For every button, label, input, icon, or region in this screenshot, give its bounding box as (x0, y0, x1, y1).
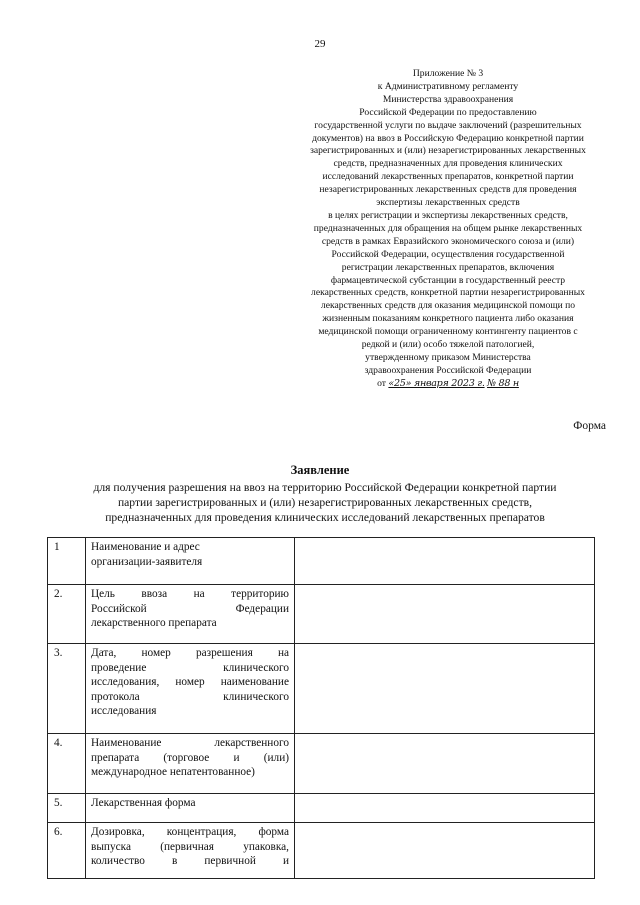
row-label-line: исследования (91, 705, 157, 718)
row-label-line: организации-заявителя (91, 555, 203, 568)
row-label (86, 644, 295, 734)
order-number-handwritten: № 88 н (486, 377, 519, 389)
row-label (86, 794, 295, 823)
order-reference (282, 378, 614, 391)
row-label-line: Наименование лекарственного (91, 737, 289, 749)
appendix-line: экспертизы лекарственных средств (376, 197, 520, 209)
row-label-line: препарата (торговое и (или) (91, 751, 289, 764)
row-value-field[interactable] (295, 794, 595, 823)
appendix-line: Приложение № 3 (412, 68, 484, 79)
row-label-line: выпуска (первичная упаковка, (91, 840, 289, 853)
subtitle-line: предназначенных для проведения клинических исследований лекарственных препаратов (105, 511, 545, 524)
appendix-line: жизненным показаниям конкретного пациента либо оказания (322, 313, 574, 325)
appendix-line: фармацевтической субстанции в государственный реестр (330, 274, 566, 286)
appendix-line: к Административному регламенту (377, 80, 519, 92)
table-row (48, 585, 595, 644)
appendix-line: Министерства здравоохранения (382, 93, 514, 105)
row-value-field[interactable] (295, 644, 595, 734)
row-label-line: международное непатентованное) (91, 766, 255, 779)
table-row (48, 734, 595, 794)
row-label (86, 538, 295, 585)
row-number: 1 (48, 538, 86, 585)
row-value-field[interactable] (295, 823, 595, 879)
row-label-line: Лекарственная форма (91, 797, 196, 809)
appendix-line: средств, предназначенных для проведения клинических (333, 158, 563, 170)
page-number: 29 (314, 38, 326, 50)
row-number: 3. (48, 644, 86, 734)
subtitle-line: партии зарегистрированных и (или) незарегистрированных лекарственных средств, (117, 496, 533, 509)
row-label-line: Наименование и адрес (91, 541, 200, 553)
row-label (86, 823, 295, 879)
appendix-line: государственной услуги по выдаче заключений (разрешительных (314, 119, 582, 131)
appendix-line: здравоохранения Российской Федерации (364, 364, 532, 376)
appendix-line: медицинской помощи ограниченному контингенту пациентов с (318, 326, 578, 338)
row-label-line: Дата, номер разрешения на (91, 647, 289, 659)
appendix-line: Российской Федерации по предоставлению (359, 106, 537, 118)
row-value-field[interactable] (295, 734, 595, 794)
document-title: Заявление (290, 463, 350, 477)
appendix-line: лекарственных средств для оказания медицинской помощи по (320, 300, 576, 312)
document-subtitle (30, 480, 620, 525)
appendix-line: регистрации лекарственных препаратов, включения (341, 261, 555, 273)
row-label-line: проведение клинического (91, 661, 289, 674)
row-label (86, 585, 295, 644)
row-number: 6. (48, 823, 86, 879)
appendix-header (282, 68, 614, 391)
appendix-line: лекарственных средств, конкретной партии незарегистрированных (311, 287, 585, 299)
appendix-line: предназначенных для обращения на общем рынке лекарственных (313, 222, 583, 234)
row-label-line: Дозировка, концентрация, форма (91, 826, 289, 838)
row-label-line: лекарственного препарата (91, 617, 217, 630)
row-value-field[interactable] (295, 538, 595, 585)
appendix-line: редкой и (или) особо тяжелой патологией, (361, 339, 535, 351)
appendix-line: документов) на ввоз в Российскую Федерацию конкретной партии (312, 132, 584, 144)
table-row (48, 644, 595, 734)
row-label-line: протокола клинического (91, 690, 289, 703)
row-number: 2. (48, 585, 86, 644)
row-number: 5. (48, 794, 86, 823)
row-label-line: исследования, номер наименование (91, 676, 289, 689)
appendix-line: утвержденному приказом Министерства (365, 351, 531, 363)
row-label-line: количество в первичной и (91, 855, 289, 868)
row-number: 4. (48, 734, 86, 794)
appendix-line: Российской Федерации, осуществления государственной (331, 248, 565, 260)
subtitle-line: для получения разрешения на ввоз на территорию Российской Федерации конкретной партии (93, 481, 557, 494)
order-prefix: от (377, 377, 386, 389)
appendix-line: зарегистрированных и (или) незарегистрированных лекарственных (310, 145, 586, 157)
row-label-line: Цель ввоза на территорию (91, 588, 289, 600)
row-value-field[interactable] (295, 585, 595, 644)
application-form-table (47, 537, 595, 879)
order-date-handwritten: «25» января 2023 г. (388, 377, 485, 389)
row-label (86, 734, 295, 794)
appendix-line: в целях регистрации и экспертизы лекарственных средств, (328, 209, 568, 221)
appendix-line: незарегистрированных лекарственных средств для проведения (319, 184, 577, 196)
appendix-line: средств в рамках Евразийского экономического союза и (или) (321, 235, 575, 247)
row-label-line: Российской Федерации (91, 602, 289, 615)
appendix-line: исследований лекарственных препаратов, конкретной партии (322, 171, 574, 183)
form-label: Форма (573, 420, 606, 432)
table-row (48, 794, 595, 823)
table-row (48, 823, 595, 879)
table-row (48, 538, 595, 585)
